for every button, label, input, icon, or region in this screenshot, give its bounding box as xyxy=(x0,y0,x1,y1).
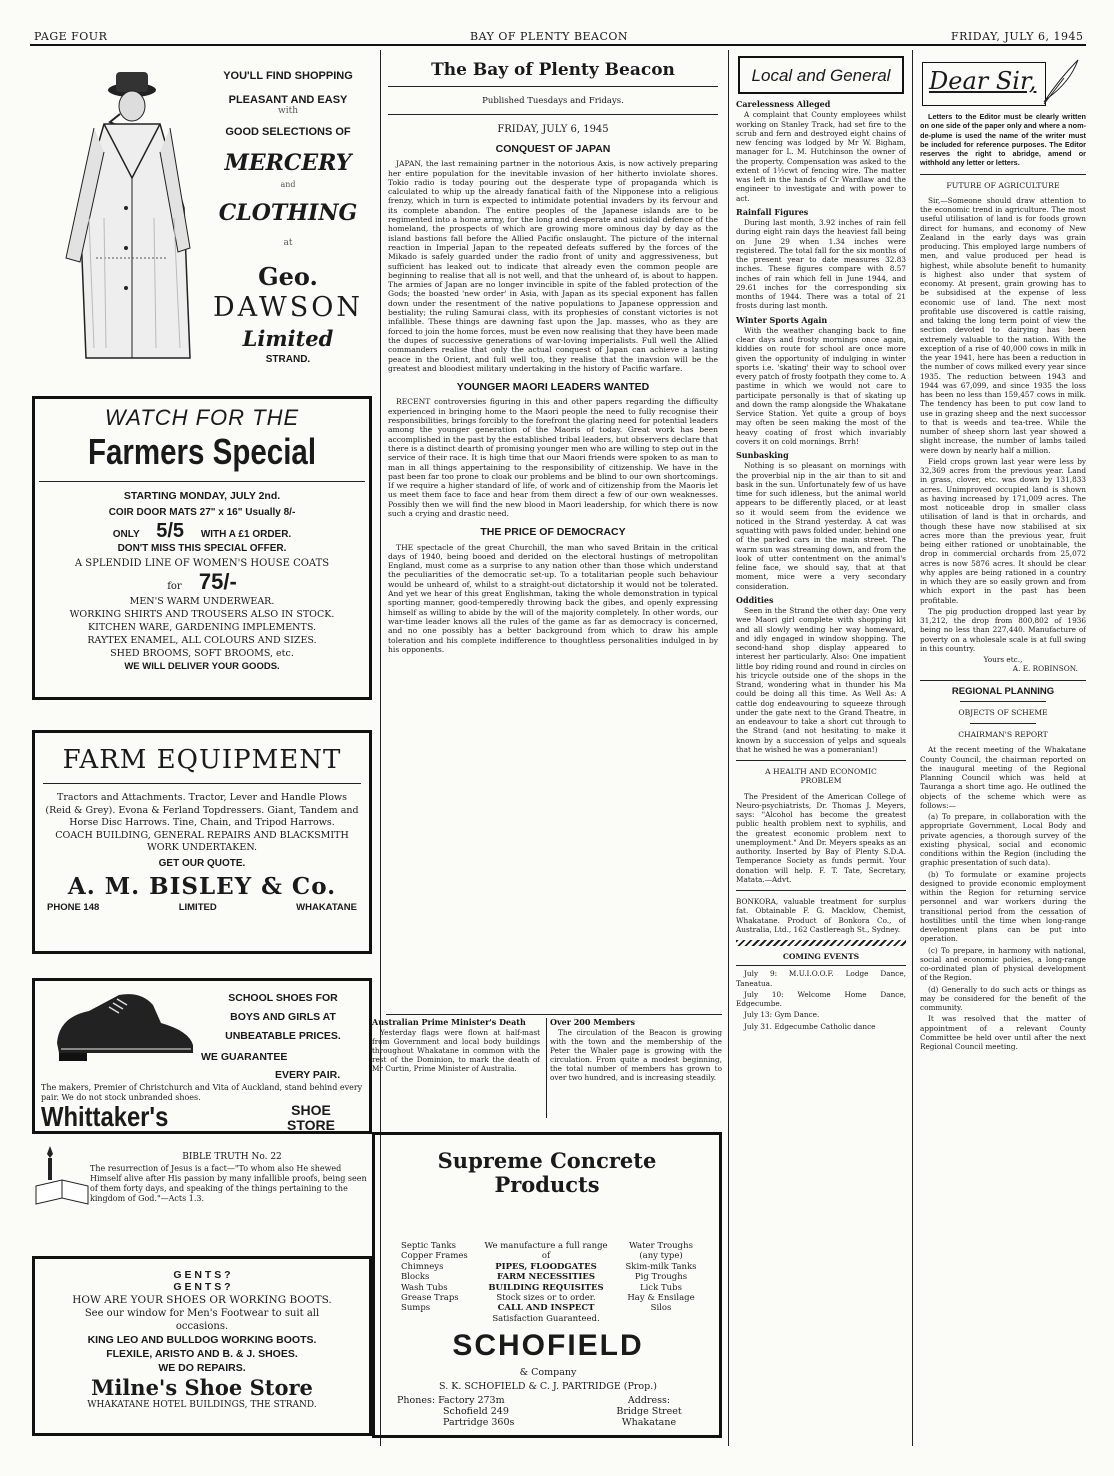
dawson-limited: Limited xyxy=(242,326,334,351)
farmers-item-4: RAYTEX ENAMEL, ALL COLOURS AND SIZES. xyxy=(87,635,317,646)
farmers-coir: COIR DOOR MATS 27" x 16" Usually 8/- xyxy=(108,507,296,518)
milne-line-6: FLEXILE, ARISTO AND B. & J. SHOES. xyxy=(106,1348,298,1360)
schofield-mid-1: We manufacture a full range of xyxy=(484,1241,608,1262)
schofield-mid-3: FARM NECESSITIES xyxy=(496,1272,596,1283)
dawson-name: DAWSON xyxy=(212,292,364,323)
bible-text: The resurrection of Jesus is a fact—"To whom also He shewed Himself alive after His passion by many infallible proofs, being seen of them forty days, and speaking of the things pertaining to the kingdom of God."—Acts 1.3. xyxy=(90,1164,367,1203)
farmers-item-6: WE WILL DELIVER YOUR GOODS. xyxy=(124,661,280,672)
schofield-address-label: Address: xyxy=(627,1395,671,1406)
dawson-line-4: GOOD SELECTIONS OF xyxy=(225,126,351,138)
shoe-illustration xyxy=(49,987,199,1067)
schofield-mid-4: BUILDING REQUISITES xyxy=(488,1282,604,1293)
schofield-product: Wash Tubs xyxy=(401,1282,448,1293)
local-para-1: A complaint that County employees whilst working on Stanley Track, had set fire to the scrub and fern and destroyed eight chains of new fencing was lodged by Mr W. Bigham, manager for L. M. Hutchinson the owner of the property. Compensation was asked to the extent of 1½cwt of fencing wire. The matter was left in the hands of Cr Wardlaw and the engineer to investigate and with power to act. xyxy=(736,110,906,203)
coming-events-heading: COMING EVENTS xyxy=(782,952,860,961)
shoes-line-2: BOYS AND GIRLS AT xyxy=(230,1011,336,1023)
dawson-at: at xyxy=(283,238,293,248)
milnes-ad xyxy=(32,1256,372,1436)
dawson-and: and xyxy=(280,180,296,189)
farm-title: FARM EQUIPMENT xyxy=(62,745,342,775)
schofield-product: Chimneys xyxy=(401,1261,444,1272)
schofield-product: Water Troughs xyxy=(629,1241,693,1251)
dawson-line-1: YOU'LL FIND SHOPPING xyxy=(223,70,353,82)
headline-younger-maori-leaders: YOUNGER MAORI LEADERS WANTED xyxy=(456,381,650,394)
event-item: July 10: Welcome Home Dance, Edgecumbe. xyxy=(736,989,906,1008)
schofield-mid-5: Stock sizes or to order. xyxy=(496,1293,596,1304)
planning-para-final: It was resolved that the matter of appointment of a relevant County Committee be held over until after the next Regional Council meeting. xyxy=(920,1014,1086,1051)
local-para-3: With the weather changing back to fine clear days and frosty mornings once again, kiddies on route for school are once more given the opportunity of indulging in winter sports i.e. 'skating' their way to school over every patch of frosty footpath they come to. A pastime in which we would not care to participate personally is that of skating up and down the ramp alongside the Whakatane Service Station. Yet quite a group of boys may often be seen making the most of the heavy coating of frost which invariably covers it on cold mornings. Brrh! xyxy=(736,325,906,446)
dear-sir-logo-box xyxy=(922,62,1046,106)
schofield-product: (any type) xyxy=(639,1251,683,1262)
planning-para-a: (a) To prepare, in collaboration with the appropriate Government, Local Body and private agencies, a thorough survey of the existing physical, social and economic conditions within the Region (including the graphic presentation of such data). xyxy=(920,812,1086,868)
maori-leaders-paragraph: RECENT controversies figuring in this and other papers regarding the difficulty experienced in bringing home to the Maori people the need to fully recognise their responsibilities, brings forcibly to the forefront the glaring need for potential leaders among the younger generation of the Maoris of today. Great work has been accomplished in the past by the established tribal leaders, but observers declare that there is a distinct dearth of promising younger men who are willing to step out in the service of their race. It is high time that our Maori friends were spoken to as man to man in all things appertaining to the responsibility of citizenship. We have in the past been far too prone to cloak our problems and be blind to our own shortcomings. If we require a higher standard of life, of work and of citizenship from the Maoris let us meet them face to face and hear from them direct a few of our own weaknesses. Possibly then we will find the new blood in Maori leadership, for which there is now such a crying and drastic need. xyxy=(388,397,718,518)
farmers-coats: A SPLENDID LINE OF WOMEN'S HOUSE COATS xyxy=(74,558,330,569)
milne-name: Milne's Shoe Store xyxy=(91,1375,313,1400)
beacon-members-item xyxy=(550,1018,722,1128)
farm-quote: GET OUR QUOTE. xyxy=(158,857,246,869)
schofield-address-3: Whakatane xyxy=(621,1417,677,1428)
bible-truth xyxy=(34,1134,370,1246)
dawson-geo: Geo. xyxy=(258,262,318,291)
whittakers-shoe: SHOE xyxy=(291,1103,331,1118)
schofield-mid-6: CALL AND INSPECT xyxy=(497,1303,595,1314)
planning-para-c: (c) To prepare, in harmony with national, social and economic policies, a long-range co-ordinated plan of physical development of the Region. xyxy=(920,945,1086,983)
milne-line-3: HOW ARE YOUR SHOES OR WORKING BOOTS. xyxy=(72,1294,332,1306)
democracy-paragraph: THE spectacle of the great Churchill, the man who saved Britain in the critical days of 1940, being booed and derided on the electoral hustings of metropolitan England, must come as a surprise to any nation other than those which understand the peculiarities of the democratic set-up. To a totalitarian people such behaviour would be unheard of, whilst to a straight-out dictatorship it would not be tolerated. And yet we hear of this great Englishman, taking the whole demonstration in typical sporting manner, good-temperedly throwing back the gibes, and openly expressing himself as willing to abide by the will of the majority completely. In other words, our war-time leader knows all the rules of the game as far as democracy is concerned, and no one possibly has a better background from which to draw his ample toleration and his complete indifference to thoughtless personalities indulged in by his opponents. xyxy=(388,542,718,654)
editorial-published: Published Tuesdays and Fridays. xyxy=(482,96,624,106)
paper-name: BAY OF PLENTY BEACON xyxy=(470,30,629,43)
dawson-strand: STRAND. xyxy=(265,354,311,365)
planning-para-1: At the recent meeting of the Whakatane County Council, the chairman reported on the inaugural meeting of the Regional Planning Council which was held at Tauranga a short time ago. He outlined the objects of the scheme which were as follows:— xyxy=(920,745,1086,810)
schofield-mid-7: Satisfaction Guaranteed. xyxy=(492,1313,600,1324)
farmers-with: WITH A £1 ORDER. xyxy=(200,529,292,540)
header-rule xyxy=(30,44,1086,46)
dear-sir-logo: Dear Sir, xyxy=(929,67,1037,95)
schofield-product: Lick Tubs xyxy=(640,1282,682,1293)
issue-date: FRIDAY, JULY 6, 1945 xyxy=(951,30,1084,43)
members-headline: Over 200 Members xyxy=(550,1018,636,1027)
farmers-special-ad xyxy=(32,396,372,700)
schofield-name: SCHOFIELD xyxy=(452,1329,644,1362)
farmers-title: Farmers Special xyxy=(87,431,317,472)
schofield-phone-1: Phones: Factory 273m xyxy=(397,1395,505,1406)
page-number: PAGE FOUR xyxy=(34,30,108,43)
column-rule-2 xyxy=(728,50,729,1446)
conquest-paragraph: JAPAN, the last remaining partner in the notorious Axis, is now actively preparing her entire population for the inevitable invasion of her hitherto inviolate shores. Tokio radio is today pouring out the desperate type of propaganda which is calculated to whip up the already fanatical faith of the Nipponese into a religious frenzy, which in turn is expected to intimidate potential invaders by its fervour and its complete abandon. The entire peoples of the Japanese islands are to be regimented into a home army, for the long and desperate and suicidal defence of the homeland, the prospects of which are growing more ominous day by day as the island bastions fall before the Allied Pacific onslaught. The picture of the internal reaction in Imperial Japan to the repeated defeats suffered by the forces of the Mikado is safely guarded under the radio front of unity and aggressiveness, but sufficient has leaked out to indicate that already even the common people are beginning to realise that all is not well, and that the unheard of, is about to happen. The armies of Japan are no longer invincible in spite of the fabled protection of the Gods; the boasted 'new order' in Asia, with Japan as its special exponent has fallen down under the resentment of the native populations to Japanese oppression and bestiality; the ruling Samurai class, with its prophesies of constant victories is not infallible. These things are dawning fast upon the Jap. masses, who as they are forced to join the home forces, must be even now realising that they have been made the dupes of successive generations of war-loving imperialists. Full well the Allied commanders realise that only the actual conquest of Japan can achieve a lasting peace in the Orient, and full well too, they realise that the inavsion will be the greatest and bloodiest military undertaking in the history of Pacific warfare. xyxy=(388,159,718,373)
local-head-2: Rainfall Figures xyxy=(736,206,809,217)
farmers-item-1: MEN'S WARM UNDERWEAR. xyxy=(129,596,275,607)
curtin-paragraph: Yesterday flags were flown at half-mast from Government and local body buildings throughout Whakatane in common with the rest of the Dominion, to mark the death of Mr Curtin, Prime Minister of Australia. xyxy=(372,1028,540,1073)
milne-gents-2: G E N T S ? xyxy=(173,1281,231,1293)
farm-company: A. M. BISLEY & Co. xyxy=(67,872,337,900)
letters-note: Letters to the Editor must be clearly written on one side of the paper only and where a nom-de-plume is used the name of the writer must be included for reference purposes. The Editor reserves the right to abridge, amend or withhold any letter or letters. xyxy=(920,112,1086,168)
schofield-product: Pig Troughs xyxy=(634,1272,688,1283)
shoes-every-pair: EVERY PAIR. xyxy=(275,1069,341,1081)
schofield-product: Skim-milk Tanks xyxy=(625,1261,697,1272)
dawson-clothing: CLOTHING xyxy=(218,200,358,226)
schofield-address-2: Bridge Street xyxy=(616,1406,682,1417)
shoes-makers: The makers, Premier of Christchurch and Vita of Auckland, stand behind every pair. We do not stock unbranded shoes. xyxy=(41,1083,363,1102)
local-head-3: Winter Sports Again xyxy=(736,314,828,325)
milne-address: WHAKATANE HOTEL BUILDINGS, THE STRAND. xyxy=(87,1400,317,1410)
farmers-watch: WATCH FOR THE xyxy=(104,405,300,430)
local-head-4: Sunbasking xyxy=(736,450,789,460)
schofield-title-2: Products xyxy=(494,1172,600,1197)
schofield-list-right xyxy=(611,1241,711,1314)
schofield-company: & Company xyxy=(519,1367,577,1378)
curtin-death-item xyxy=(372,1018,540,1128)
members-paragraph: The circulation of the Beacon is growing with the town and the membership of the Peter the Whaler page is growing with the circulation. From quite a modest beginning, the total number of members has grown to over two hundred, and is increasing steadily. xyxy=(550,1028,722,1082)
letter-sign-off: Yours etc., xyxy=(983,655,1023,664)
editorial-date: FRIDAY, JULY 6, 1945 xyxy=(497,124,609,135)
schofield-product: Grease Traps xyxy=(401,1293,459,1304)
milne-line-5: KING LEO AND BULLDOG WORKING BOOTS. xyxy=(87,1334,317,1346)
whittakers-ad xyxy=(32,978,372,1134)
agriculture-para-1: Sir,—Someone should draw attention to the economic trend in agriculture. The most useful utilisation of land is for foods grown direct for humans, and economy of New Zealand in the early days was grain producing. This employed large numbers of men, and value produced per head is highest, while absolute benefit to humanity is highest also under that system of economy. At present, grain growing has to be subsidised at the expense of less economic use of land. The next most profitable use discovered is cattle raising, and taking the long term point of view the section devoted to dairying has been extremely valuable to the nation. With the exception of a rise of 40,000 cows in milk in the year 1941, here has been a reduction in the number of cows milked every year since 1935. The reduction between 1943 and 1944 was 67,099, and since 1935 the loss has been no less than 159,457 cows in milk. The tendency has been to put cow land to use in grazing sheep and the next successor to that is weeds and tea-tree. While the number of sheep shorn last year showed a slight increase, the number of lambs tailed were down by nearly half a million. xyxy=(920,195,1086,455)
event-item: July 13: Gym Dance. xyxy=(744,1010,820,1020)
bible-title: BIBLE TRUTH No. 22 xyxy=(182,1152,282,1162)
schofield-product: Sumps xyxy=(401,1303,431,1314)
farm-limited: LIMITED xyxy=(178,901,217,913)
future-agriculture-heading: FUTURE OF AGRICULTURE xyxy=(946,180,1060,190)
schofield-title-1: Supreme Concrete xyxy=(437,1148,657,1173)
farm-phone: PHONE 148 xyxy=(47,901,100,913)
schofield-phone-3: Partridge 360s xyxy=(443,1417,515,1428)
editorial-bottom-rule xyxy=(386,1014,722,1015)
planning-para-b: (b) To formulate or examine projects designed to provide economic employment within the Region for returning service personnel and war workers during the transitional period from the cessation of hostilities until the time when long-range development plans can be put into operation. xyxy=(920,869,1086,944)
schofield-product: Blocks xyxy=(401,1272,430,1283)
farmers-item-5: SHED BROOMS, SOFT BROOMS, etc. xyxy=(110,648,294,659)
agriculture-para-3: The pig production dropped last year by 31,212, the drop from 800,802 of 1936 being no less than 227,440. Manufacture of poverty on a wholesale scale is at full swing in this country. xyxy=(920,606,1086,653)
schofield-product: Hay & Ensilage xyxy=(627,1293,695,1304)
regional-planning-heading: REGIONAL PLANNING xyxy=(951,685,1055,697)
milne-gents-1: G E N T S ? xyxy=(173,1269,231,1281)
headline-conquest-of-japan: CONQUEST OF JAPAN xyxy=(495,143,611,155)
farmers-item-3: KITCHEN WARE, GARDENING IMPLEMENTS. xyxy=(87,622,317,633)
letter-signature: A. E. ROBINSON. xyxy=(1012,664,1078,674)
farmers-item-2: WORKING SHIRTS AND TROUSERS ALSO IN STOCK. xyxy=(69,609,335,620)
editorial-body xyxy=(388,140,718,1012)
chairmans-report-heading: CHAIRMAN'S REPORT xyxy=(958,730,1048,739)
farmers-start: STARTING MONDAY, JULY 2nd. xyxy=(123,490,281,502)
local-head-5: Oddities xyxy=(736,594,774,605)
shoes-line-1: SCHOOL SHOES FOR xyxy=(228,992,338,1004)
man-in-overcoat-illustration xyxy=(34,58,209,368)
editorial-masthead: The Bay of Plenty Beacon xyxy=(431,60,675,80)
local-general-body xyxy=(736,100,906,1440)
schofield-mid-2: PIPES, FLOODGATES xyxy=(495,1261,597,1272)
farm-body: Tractors and Attachments. Tractor, Lever and Handle Plows (Reid & Grey). Evona & Ferland Topdressers. Giant, Tandem and Horse Disc Harrows. Tine, Chain, and Tripod Harrows. xyxy=(45,792,359,828)
farm-coach: COACH BUILDING, GENERAL REPAIRS AND BLACKSMITH WORK UNDERTAKEN. xyxy=(55,829,349,853)
small-items-rule xyxy=(546,1018,547,1118)
schofield-product: Copper Frames xyxy=(401,1251,468,1262)
bonkora-ad: BONKORA, valuable treatment for surplus fat. Obtainable F. G. Macklow, Chemist, Whakatane. Product of Bonkora Co., of Australia, Ltd., 162 Castlereagh St., Sydney. xyxy=(736,897,906,934)
whittakers-name: Whittaker's xyxy=(41,1101,169,1132)
dawson-mercery: MERCERY xyxy=(224,150,352,176)
farmers-only: ONLY xyxy=(112,529,140,540)
schofield-list-left xyxy=(401,1241,481,1314)
agriculture-para-2: Field crops grown last year were less by 32,369 acres from the previous year. Land in grass, clover, etc. was down by 131,833 acres. Unimproved occupied land is shown as having increased by 171,009 acres. The most noticeable drop in smaller class utilisation of land is that in orchards, and though these have now stabilised at six acres more than the previous year, fruit being either rationed or unobtainable, the drop in commercial orchards from 25,072 acres is now 5876 acres. It should be clear why apples are being rationed in a country in which they are so easily grown and from which export in the past has been profitable. xyxy=(920,456,1086,605)
health-problem-paragraph: The President of the American College of Neuro-psychiatrists, Dr. Thomas J. Meyers, says: "Alcohol has become the greatest public health problem next to syphilis, and the greatest economic problem next to unemployment." And Dr. Meyers speaks as an authority. Inserted by Bay of Plenty S.D.A. Temperance Society as funds permit. Your donation will help. F. T. Tate, Secretary, Matata.—Advt. xyxy=(736,791,906,884)
dawson-line-2: PLEASANT AND EASY xyxy=(228,94,348,106)
headline-price-of-democracy: THE PRICE OF DEMOCRACY xyxy=(480,526,626,539)
farm-equipment-ad xyxy=(32,730,372,954)
column-rule-3 xyxy=(912,50,913,1446)
whittakers-store: STORE xyxy=(287,1117,335,1133)
quill-pen-icon xyxy=(1040,58,1080,108)
health-problem-heading: A HEALTH AND ECONOMIC PROBLEM xyxy=(765,767,877,786)
milne-line-4: See our window for Men's Footwear to suit all occasions. xyxy=(84,1308,320,1332)
event-item: July 31. Edgecumbe Catholic dance xyxy=(744,1021,876,1031)
dawson-with: with xyxy=(278,106,298,116)
local-para-2: During last month, 3.92 inches of rain fell during eight rain days the heaviest fall being on June 29 when 1.34 inches were registered. The total fall for the six months of the present year to date measures 32.83 inches. These figures compare with 8.57 inches of rain which fell in June 1944, and 29.61 inches for the corresponding six months of 1944. There was a total of 21 frosts during last month. xyxy=(736,218,906,311)
farmers-price-2: 75/- xyxy=(198,569,237,594)
schofield-list-middle xyxy=(483,1241,609,1324)
milne-line-7: WE DO REPAIRS. xyxy=(158,1362,246,1374)
farm-town: WHAKATANE xyxy=(296,901,357,913)
curtin-headline: Australian Prime Minister's Death xyxy=(372,1018,526,1027)
wavy-divider xyxy=(736,940,906,946)
farmers-for: for xyxy=(167,581,182,592)
letters-body xyxy=(920,112,1086,1442)
published-rule xyxy=(388,114,718,115)
local-head-1: Carelessness Alleged xyxy=(736,100,831,109)
shoes-guarantee: WE GUARANTEE xyxy=(201,1051,288,1063)
farmers-price-1: 5/5 xyxy=(156,520,185,542)
dawson-ad xyxy=(34,56,374,374)
schofield-props: S. K. SCHOFIELD & C. J. PARTRIDGE (Prop.) xyxy=(439,1381,657,1392)
local-general-title: Local and General xyxy=(751,66,891,85)
local-para-4: Nothing is so pleasant on mornings with the proverbial nip in the air than to sit and bask in the sun. Unfortunately few of us have time for such idleness, but the animal world appears to be differently placed, or at least so it would seem from the evidence we noticed in the Strand yesterday. A cat was squatting with paws folded under, behind one of the parked cars in the main street. The warm sun was streaming down, and from the look of utter contentment on the animal's feline face, we should say, that at that moment, mice were a very secondary consideration. xyxy=(736,461,906,591)
schofield-phone-2: Schofield 249 xyxy=(443,1406,509,1417)
schofield-product: Septic Tanks xyxy=(401,1241,456,1251)
event-item: July 9: M.U.I.O.O.F. Lodge Dance, Taneatua. xyxy=(736,969,906,988)
masthead-rule xyxy=(388,86,718,87)
shoes-line-3: UNBEATABLE PRICES. xyxy=(225,1030,341,1042)
local-para-5: Seen in the Strand the other day: One very wee Maori girl complete with shopping kit and all slowly wending her way homeward, and idly engaged in window shopping. The second-hand shop display appeared to interest her particularly. Also: One impatient little boy riding round and round in circles on his tricycle outside one of the shops in the Strand, wondering what in thunder his Ma could be doing all this time. As Well As: A cattle dog endeavouring to squeeze through under the gate next to the Grand Theatre, in an endeavour to take a short cut through to the Strand (and not hesitating to make it known by a succession of yelps and squeals that he wished he was a pomeranian!) xyxy=(736,606,906,754)
planning-para-d: (d) Generally to do such acts or things as may be considered for the benefit of the community. xyxy=(920,984,1086,1012)
farmers-dont: DON'T MISS THIS SPECIAL OFFER. xyxy=(117,543,287,554)
objects-of-scheme-heading: OBJECTS OF SCHEME xyxy=(958,707,1048,717)
schofield-ad xyxy=(372,1132,722,1438)
schofield-product: Silos xyxy=(650,1303,672,1314)
local-general-title-box xyxy=(738,56,904,94)
